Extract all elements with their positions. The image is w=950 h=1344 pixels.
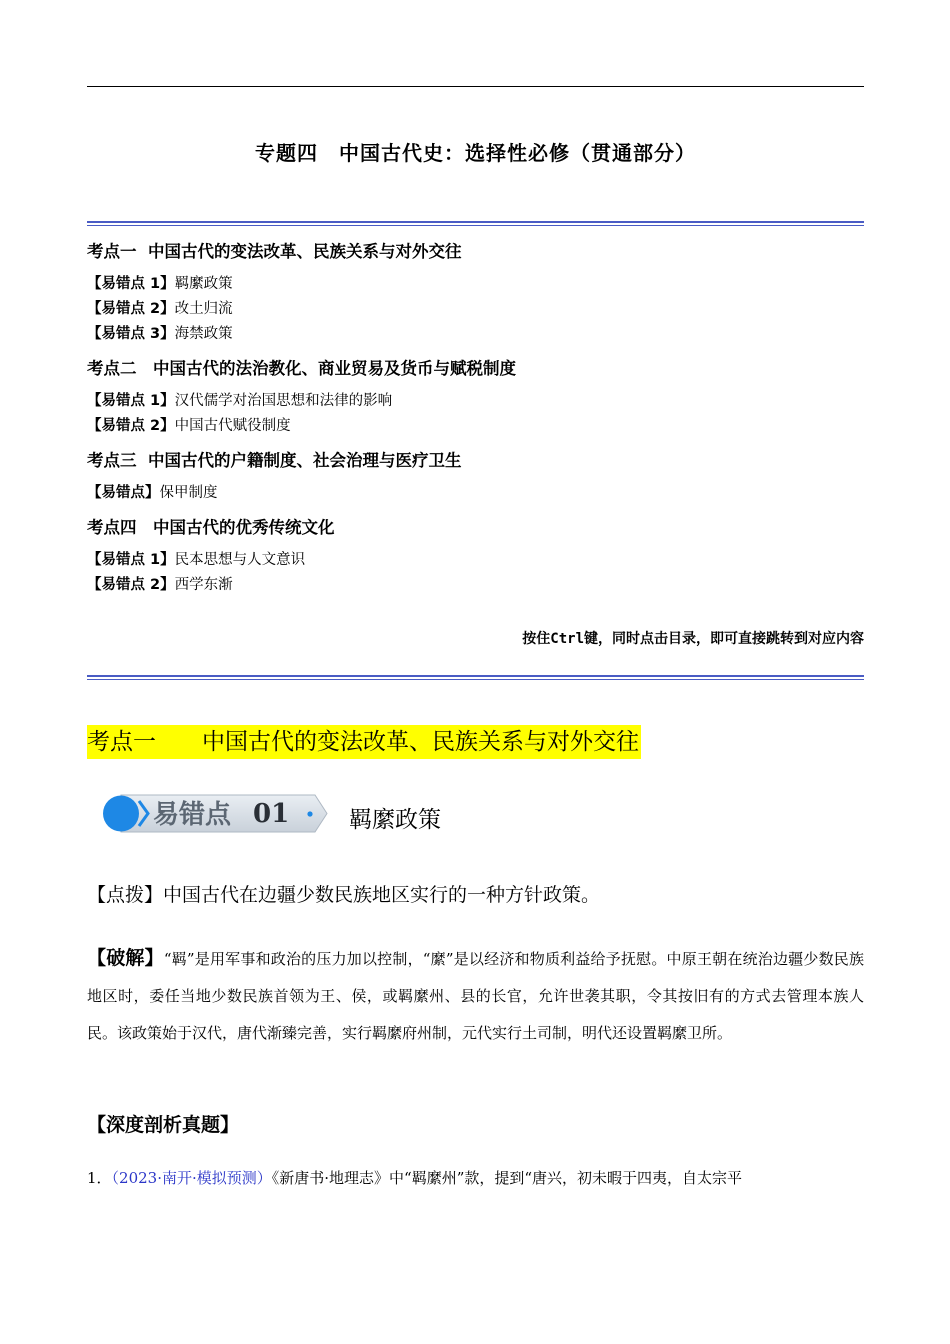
question-number: 1．: [87, 1169, 112, 1187]
toc-section-1[interactable]: [87, 238, 864, 347]
toc-item[interactable]: 【易错点】保甲制度: [87, 485, 218, 501]
explanation-text: “羁”是用军事和政治的压力加以控制，“縻”是以经济和物质利益给予抚慰。中原王朝在统治边疆少数民族地区时，委任当地少数民族首领为王、侯，或羁縻州、县的长官，允许世袭其职，令其按旧有的方式去管理本族人民。该政策始于汉代，唐代渐臻完善，实行羁縻府州制，元代实行土司制，明代还设置羁縻卫所。: [87, 950, 864, 1042]
section-heading: 考点一 中国古代的变法改革、民族关系与对外交往: [87, 725, 641, 759]
toc-section-title[interactable]: 考点四 中国古代的优秀传统文化: [87, 518, 335, 537]
toc-section-title[interactable]: 考点二 中国古代的法治教化、商业贸易及货币与赋税制度: [87, 359, 516, 378]
explanation-paragraph: [87, 940, 864, 1052]
question-source: （2023·南开·模拟预测）: [111, 1169, 272, 1187]
toc-item[interactable]: 【易错点 3】海禁政策: [87, 326, 233, 342]
toc-item[interactable]: 【易错点 2】西学东渐: [87, 577, 233, 593]
question-text: 《新唐书·地理志》中“羁縻州”款，提到“唐兴，初未暇于四夷，自太宗平: [271, 1169, 743, 1187]
toc-item[interactable]: 【易错点 2】改土归流: [87, 301, 233, 317]
badge-circle-icon: [103, 796, 139, 832]
tip-paragraph: 【点拨】中国古代在边疆少数民族地区实行的一种方针政策。: [87, 884, 601, 906]
table-of-contents: [87, 238, 864, 606]
toc-section-4[interactable]: [87, 514, 864, 598]
explanation-label: 【破解】: [87, 947, 164, 969]
header-rule: [87, 86, 864, 87]
badge-label: 易错点: [153, 800, 232, 830]
toc-section-3[interactable]: [87, 447, 864, 506]
error-point-title: 羁縻政策: [349, 807, 441, 833]
badge-number: 01: [253, 799, 290, 829]
toc-bottom-rule: [87, 675, 864, 680]
document-title: 专题四 中国古代史：选择性必修（贯通部分）: [255, 141, 696, 165]
toc-item[interactable]: 【易错点 2】中国古代赋役制度: [87, 418, 291, 434]
toc-section-2[interactable]: [87, 355, 864, 439]
toc-section-title[interactable]: 考点一 中国古代的变法改革、民族关系与对外交往: [87, 242, 462, 261]
toc-top-rule: [87, 221, 864, 226]
question-1: [87, 1163, 864, 1193]
toc-section-title[interactable]: 考点三 中国古代的户籍制度、社会治理与医疗卫生: [87, 451, 462, 470]
badge-dot-icon: [307, 811, 312, 816]
error-point-badge: [101, 791, 329, 836]
toc-item[interactable]: 【易错点 1】汉代儒学对治国思想和法律的影响: [87, 393, 393, 409]
toc-navigation-note: 按住Ctrl键，同时点击目录，即可直接跳转到对应内容: [522, 631, 864, 647]
toc-item[interactable]: 【易错点 1】羁縻政策: [87, 276, 233, 292]
toc-item[interactable]: 【易错点 1】民本思想与人文意识: [87, 552, 306, 568]
deep-analysis-heading: 【深度剖析真题】: [87, 1114, 240, 1136]
